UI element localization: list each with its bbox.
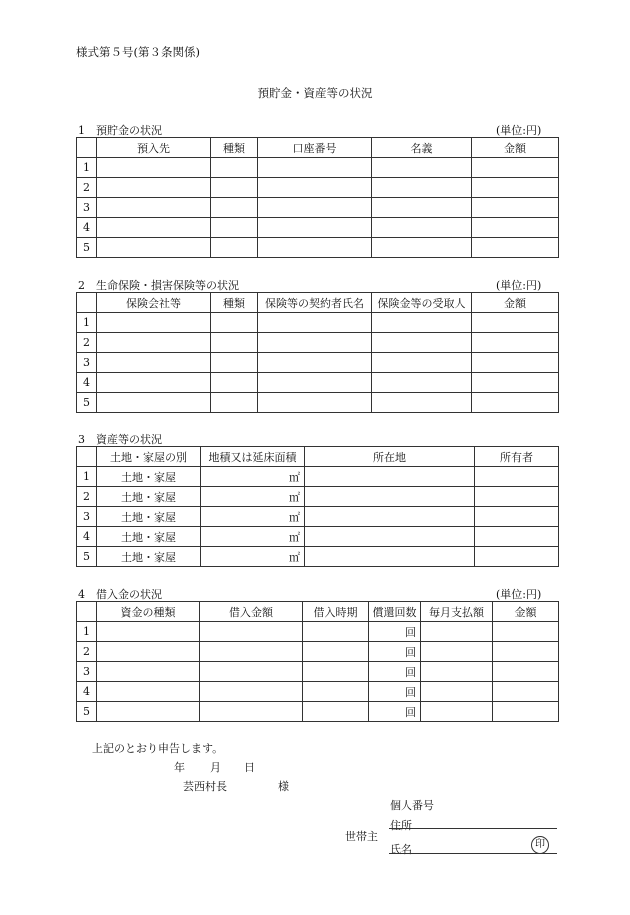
row-number: 2 bbox=[77, 642, 97, 662]
field-cell[interactable] bbox=[421, 682, 493, 702]
table-row bbox=[77, 487, 559, 507]
field-cell[interactable] bbox=[372, 158, 472, 178]
area-field[interactable] bbox=[201, 467, 305, 487]
field-cell[interactable] bbox=[305, 547, 475, 567]
table-header-row bbox=[77, 293, 559, 313]
repayment-count-field[interactable] bbox=[369, 642, 421, 662]
header-cell: 金額 bbox=[493, 602, 559, 622]
field-cell[interactable] bbox=[493, 662, 559, 682]
date-month-label: 月 bbox=[210, 761, 221, 774]
field-cell[interactable] bbox=[372, 373, 472, 393]
row-number: 4 bbox=[77, 218, 97, 238]
field-cell[interactable] bbox=[200, 662, 303, 682]
personal-number-label: 個人番号 bbox=[390, 799, 434, 812]
count-unit: 回 bbox=[405, 665, 416, 679]
date-day-label: 日 bbox=[244, 761, 255, 774]
field-cell[interactable] bbox=[372, 313, 472, 333]
area-field[interactable] bbox=[201, 547, 305, 567]
field-cell[interactable] bbox=[475, 507, 559, 527]
field-cell[interactable] bbox=[475, 467, 559, 487]
deposits-table bbox=[76, 137, 559, 258]
table-header-row bbox=[77, 447, 559, 467]
table-row bbox=[77, 393, 559, 413]
row-number: 2 bbox=[77, 178, 97, 198]
header-cell: 金額 bbox=[472, 138, 559, 158]
field-cell[interactable] bbox=[258, 218, 372, 238]
area-unit: ㎡ bbox=[289, 550, 300, 564]
field-cell[interactable] bbox=[258, 158, 372, 178]
header-cell: 借入時期 bbox=[303, 602, 369, 622]
addressee-name: 芸西村長 bbox=[183, 780, 227, 793]
header-cell: 所有者 bbox=[475, 447, 559, 467]
field-cell[interactable] bbox=[97, 373, 211, 393]
row-number: 4 bbox=[77, 373, 97, 393]
row-number: 5 bbox=[77, 702, 97, 722]
header-cell: 金額 bbox=[472, 293, 559, 313]
section-4-unit: (単位:円) bbox=[496, 588, 542, 601]
field-cell[interactable] bbox=[472, 333, 559, 353]
form-number: 様式第５号(第３条関係) bbox=[76, 45, 200, 59]
field-cell[interactable] bbox=[303, 622, 369, 642]
land-building-label: 土地・家屋 bbox=[97, 527, 201, 547]
section-2-unit: (単位:円) bbox=[496, 279, 542, 292]
field-cell[interactable] bbox=[97, 353, 211, 373]
count-unit: 回 bbox=[405, 645, 416, 659]
field-cell[interactable] bbox=[305, 527, 475, 547]
section-4-heading: 4 借入金の状況 bbox=[78, 588, 162, 601]
area-unit: ㎡ bbox=[289, 490, 300, 504]
header-cell: 毎月支払額 bbox=[421, 602, 493, 622]
field-cell[interactable] bbox=[258, 333, 372, 353]
row-number: 1 bbox=[77, 622, 97, 642]
row-number: 3 bbox=[77, 353, 97, 373]
field-cell[interactable] bbox=[97, 238, 211, 258]
header-cell: 保険等の契約者氏名 bbox=[258, 293, 372, 313]
header-cell: 償還回数 bbox=[369, 602, 421, 622]
field-cell[interactable] bbox=[97, 642, 200, 662]
field-cell[interactable] bbox=[472, 393, 559, 413]
field-cell[interactable] bbox=[258, 353, 372, 373]
insurance-table bbox=[76, 292, 559, 413]
field-cell[interactable] bbox=[200, 702, 303, 722]
name-line[interactable] bbox=[389, 853, 557, 854]
header-cell: 借入金額 bbox=[200, 602, 303, 622]
page-title: 預貯金・資産等の状況 bbox=[257, 86, 373, 100]
header-cell: 保険会社等 bbox=[97, 293, 211, 313]
row-number: 5 bbox=[77, 393, 97, 413]
table-row bbox=[77, 353, 559, 373]
land-building-label: 土地・家屋 bbox=[97, 487, 201, 507]
field-cell[interactable] bbox=[211, 353, 258, 373]
table-row bbox=[77, 622, 559, 642]
field-cell[interactable] bbox=[493, 702, 559, 722]
field-cell[interactable] bbox=[211, 313, 258, 333]
row-number: 1 bbox=[77, 158, 97, 178]
table-row bbox=[77, 467, 559, 487]
count-unit: 回 bbox=[405, 705, 416, 719]
field-cell[interactable] bbox=[211, 178, 258, 198]
repayment-count-field[interactable] bbox=[369, 662, 421, 682]
field-cell[interactable] bbox=[472, 198, 559, 218]
row-number: 3 bbox=[77, 662, 97, 682]
header-cell bbox=[77, 602, 97, 622]
field-cell[interactable] bbox=[211, 218, 258, 238]
field-cell[interactable] bbox=[421, 702, 493, 722]
field-cell[interactable] bbox=[493, 642, 559, 662]
header-cell: 預入先 bbox=[97, 138, 211, 158]
table-row bbox=[77, 662, 559, 682]
field-cell[interactable] bbox=[97, 178, 211, 198]
header-cell: 所在地 bbox=[305, 447, 475, 467]
table-header-row bbox=[77, 602, 559, 622]
field-cell[interactable] bbox=[305, 467, 475, 487]
table-row bbox=[77, 178, 559, 198]
section-2-heading: 2 生命保険・損害保険等の状況 bbox=[78, 279, 239, 292]
header-cell: 地積又は延床面積 bbox=[201, 447, 305, 467]
field-cell[interactable] bbox=[372, 333, 472, 353]
table-row bbox=[77, 547, 559, 567]
header-cell bbox=[77, 447, 97, 467]
name-label: 氏名 bbox=[390, 843, 412, 856]
field-cell[interactable] bbox=[258, 393, 372, 413]
field-cell[interactable] bbox=[97, 622, 200, 642]
field-cell[interactable] bbox=[97, 198, 211, 218]
field-cell[interactable] bbox=[97, 702, 200, 722]
field-cell[interactable] bbox=[97, 682, 200, 702]
field-cell[interactable] bbox=[211, 198, 258, 218]
field-cell[interactable] bbox=[372, 218, 472, 238]
table-row bbox=[77, 313, 559, 333]
field-cell[interactable] bbox=[258, 198, 372, 218]
field-cell[interactable] bbox=[258, 373, 372, 393]
section-3-heading: 3 資産等の状況 bbox=[78, 433, 162, 446]
field-cell[interactable] bbox=[472, 313, 559, 333]
table-row bbox=[77, 702, 559, 722]
field-cell[interactable] bbox=[493, 682, 559, 702]
row-number: 5 bbox=[77, 547, 97, 567]
row-number: 2 bbox=[77, 333, 97, 353]
table-row bbox=[77, 333, 559, 353]
table-row bbox=[77, 198, 559, 218]
field-cell[interactable] bbox=[472, 158, 559, 178]
header-cell: 種類 bbox=[211, 138, 258, 158]
field-cell[interactable] bbox=[258, 238, 372, 258]
section-1-heading: 1 預貯金の状況 bbox=[78, 124, 162, 137]
loans-table bbox=[76, 601, 559, 722]
table-row bbox=[77, 373, 559, 393]
field-cell[interactable] bbox=[303, 702, 369, 722]
row-number: 5 bbox=[77, 238, 97, 258]
field-cell[interactable] bbox=[421, 662, 493, 682]
field-cell[interactable] bbox=[97, 662, 200, 682]
area-unit: ㎡ bbox=[289, 470, 300, 484]
land-building-label: 土地・家屋 bbox=[97, 507, 201, 527]
area-unit: ㎡ bbox=[289, 530, 300, 544]
field-cell[interactable] bbox=[475, 487, 559, 507]
repayment-count-field[interactable] bbox=[369, 622, 421, 642]
field-cell[interactable] bbox=[421, 642, 493, 662]
row-number: 1 bbox=[77, 467, 97, 487]
field-cell[interactable] bbox=[97, 158, 211, 178]
addressee-honorific: 様 bbox=[278, 780, 289, 793]
field-cell[interactable] bbox=[200, 642, 303, 662]
table-row bbox=[77, 527, 559, 547]
address-label: 住所 bbox=[390, 819, 412, 832]
area-field[interactable] bbox=[201, 487, 305, 507]
row-number: 2 bbox=[77, 487, 97, 507]
row-number: 1 bbox=[77, 313, 97, 333]
header-cell: 口座番号 bbox=[258, 138, 372, 158]
repayment-count-field[interactable] bbox=[369, 682, 421, 702]
field-cell[interactable] bbox=[472, 353, 559, 373]
field-cell[interactable] bbox=[475, 527, 559, 547]
header-cell: 資金の種類 bbox=[97, 602, 200, 622]
field-cell[interactable] bbox=[475, 547, 559, 567]
field-cell[interactable] bbox=[211, 333, 258, 353]
area-field[interactable] bbox=[201, 527, 305, 547]
area-unit: ㎡ bbox=[289, 510, 300, 524]
field-cell[interactable] bbox=[200, 622, 303, 642]
field-cell[interactable] bbox=[372, 178, 472, 198]
field-cell[interactable] bbox=[472, 373, 559, 393]
header-cell: 名義 bbox=[372, 138, 472, 158]
header-cell: 保険金等の受取人 bbox=[372, 293, 472, 313]
table-row bbox=[77, 507, 559, 527]
field-cell[interactable] bbox=[258, 178, 372, 198]
field-cell[interactable] bbox=[305, 507, 475, 527]
header-cell: 土地・家屋の別 bbox=[97, 447, 201, 467]
assets-table bbox=[76, 446, 559, 567]
field-cell[interactable] bbox=[97, 218, 211, 238]
field-cell[interactable] bbox=[305, 487, 475, 507]
field-cell[interactable] bbox=[472, 238, 559, 258]
header-cell bbox=[77, 138, 97, 158]
table-header-row bbox=[77, 138, 559, 158]
table-row bbox=[77, 218, 559, 238]
table-row bbox=[77, 642, 559, 662]
count-unit: 回 bbox=[405, 625, 416, 639]
field-cell[interactable] bbox=[303, 682, 369, 702]
field-cell[interactable] bbox=[303, 662, 369, 682]
field-cell[interactable] bbox=[200, 682, 303, 702]
field-cell[interactable] bbox=[372, 198, 472, 218]
area-field[interactable] bbox=[201, 507, 305, 527]
section-1-unit: (単位:円) bbox=[496, 124, 542, 137]
address-line[interactable] bbox=[389, 828, 557, 829]
field-cell[interactable] bbox=[493, 622, 559, 642]
row-number: 4 bbox=[77, 682, 97, 702]
date-year-label: 年 bbox=[174, 761, 185, 774]
header-cell: 種類 bbox=[211, 293, 258, 313]
field-cell[interactable] bbox=[211, 158, 258, 178]
field-cell[interactable] bbox=[421, 622, 493, 642]
field-cell[interactable] bbox=[372, 238, 472, 258]
field-cell[interactable] bbox=[372, 393, 472, 413]
row-number: 4 bbox=[77, 527, 97, 547]
table-row bbox=[77, 158, 559, 178]
field-cell[interactable] bbox=[303, 642, 369, 662]
land-building-label: 土地・家屋 bbox=[97, 467, 201, 487]
table-row bbox=[77, 682, 559, 702]
declaration-text: 上記のとおり申告します。 bbox=[92, 742, 224, 755]
field-cell[interactable] bbox=[211, 238, 258, 258]
field-cell[interactable] bbox=[97, 313, 211, 333]
field-cell[interactable] bbox=[97, 393, 211, 413]
field-cell[interactable] bbox=[472, 218, 559, 238]
field-cell[interactable] bbox=[258, 313, 372, 333]
row-number: 3 bbox=[77, 198, 97, 218]
seal-mark: 印 bbox=[531, 836, 549, 854]
field-cell[interactable] bbox=[211, 373, 258, 393]
table-row bbox=[77, 238, 559, 258]
row-number: 3 bbox=[77, 507, 97, 527]
field-cell[interactable] bbox=[97, 333, 211, 353]
header-cell bbox=[77, 293, 97, 313]
head-of-household-label: 世帯主 bbox=[345, 830, 378, 843]
count-unit: 回 bbox=[405, 685, 416, 699]
land-building-label: 土地・家屋 bbox=[97, 547, 201, 567]
repayment-count-field[interactable] bbox=[369, 702, 421, 722]
field-cell[interactable] bbox=[472, 178, 559, 198]
field-cell[interactable] bbox=[372, 353, 472, 373]
field-cell[interactable] bbox=[211, 393, 258, 413]
